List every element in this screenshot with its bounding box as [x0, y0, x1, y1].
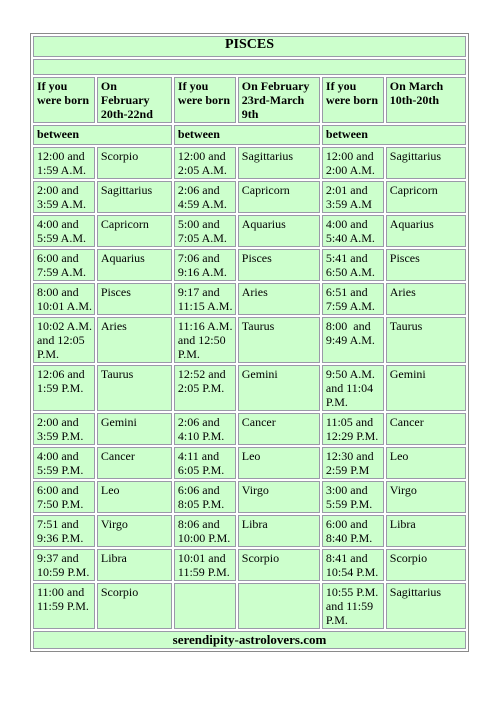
cell-line: Aries [100, 319, 127, 333]
cell-line: 10:01 A.M. [37, 299, 93, 313]
time-range-cell [174, 317, 236, 363]
table-row [33, 481, 466, 513]
cell-line: 12:29 P.M. [325, 429, 379, 443]
time-range-cell [33, 549, 95, 581]
cell-line: 7:50 P.M. [37, 497, 84, 511]
cell-line: 10:02 A.M. [37, 319, 93, 333]
time-range-cell [33, 583, 95, 629]
cell-line: Sagittarius [389, 585, 442, 599]
table-row [33, 215, 466, 247]
time-range-cell [174, 215, 236, 247]
rising-sign-cell [238, 447, 320, 479]
rising-sign-cell [97, 181, 172, 213]
cell-line: 9:36 P.M. [37, 531, 84, 545]
cell-line: 7:51 and [37, 517, 79, 531]
cell-line: Capricorn [100, 217, 149, 231]
header-born-1: If you were born [33, 77, 95, 123]
time-range-cell [322, 215, 384, 247]
cell-line: Aquarius [389, 217, 434, 231]
cell-line: Taurus [389, 319, 423, 333]
time-range-cell [33, 481, 95, 513]
cell-line: 11:59 P.M. [177, 565, 230, 579]
cell-line: 6:00 and [37, 251, 79, 265]
cell-line: 2:00 and [37, 183, 79, 197]
cell-line: 6:00 and [37, 483, 79, 497]
rising-sign-cell [97, 515, 172, 547]
time-range-cell [174, 413, 236, 445]
rising-sign-cell [386, 249, 466, 281]
rising-sign-cell [97, 365, 172, 411]
time-range-cell [322, 249, 384, 281]
cell-line: 2:06 and [177, 415, 220, 429]
pisces-rising-table [31, 34, 468, 651]
cell-line: 7:59 A.M. [37, 265, 87, 279]
rising-sign-cell [238, 549, 320, 581]
cell-line: Libra [100, 551, 127, 565]
rising-sign-cell [386, 583, 466, 629]
rising-sign-cell [97, 147, 172, 179]
table-row [33, 515, 466, 547]
cell-line: Virgo [389, 483, 417, 497]
cell-line: 2:00 A.M. [325, 163, 375, 177]
rising-sign-cell [386, 215, 466, 247]
cell-line: Cancer [100, 449, 135, 463]
cell-line: 6:00 and [325, 517, 368, 531]
cell-line: 11:59 P.M. [37, 599, 89, 613]
table-row [33, 583, 466, 629]
cell-line: Taurus [100, 367, 134, 381]
cell-line: Pisces [241, 251, 272, 265]
rising-sign-cell [97, 447, 172, 479]
cell-line: Aquarius [241, 217, 286, 231]
cell-line: 12:00 and [325, 149, 374, 163]
rising-sign-cell [97, 413, 172, 445]
cell-line: and 12:05 [37, 333, 85, 347]
rising-sign-cell [238, 147, 320, 179]
header-date-range-3: On March 10th-20th [386, 77, 466, 123]
cell-line: Leo [241, 449, 261, 463]
cell-line: 6:51 and [325, 285, 368, 299]
cell-line: 8:00 and [37, 285, 79, 299]
cell-line: 10:00 P.M. [177, 531, 231, 545]
cell-line: 8:41 and [325, 551, 368, 565]
cell-line: Scorpio [100, 585, 139, 599]
rising-sign-cell [386, 147, 466, 179]
time-range-cell [322, 365, 384, 411]
time-range-cell [322, 549, 384, 581]
time-range-cell [174, 515, 236, 547]
cell-line: Sagittarius [389, 149, 442, 163]
rising-sign-cell [386, 515, 466, 547]
rising-sign-cell [386, 413, 466, 445]
rising-sign-cell [97, 215, 172, 247]
time-range-cell [322, 413, 384, 445]
cell-line: Leo [389, 449, 409, 463]
time-range-cell [174, 249, 236, 281]
cell-line: 12:06 and [37, 367, 85, 381]
cell-line: 10:01 and [177, 551, 226, 565]
header-date-range-2: On February 23rd-March 9th [238, 77, 320, 123]
cell-line: 11:05 and [325, 415, 374, 429]
cell-line: 5:41 and [325, 251, 368, 265]
cell-line: 5:00 and [177, 217, 220, 231]
cell-line: 12:00 and [177, 149, 226, 163]
cell-line: Pisces [389, 251, 420, 265]
header-date-range-1: On February 20th-22nd [97, 77, 172, 123]
cell-line: 12:00 and [37, 149, 85, 163]
rising-sign-cell [386, 365, 466, 411]
cell-line: Leo [100, 483, 120, 497]
cell-line: Taurus [241, 319, 275, 333]
pisces-table-frame [30, 33, 469, 652]
table-row [33, 147, 466, 179]
cell-line: 2:59 P.M [325, 463, 370, 477]
rising-sign-cell [386, 481, 466, 513]
cell-line: 1:59 A.M. [37, 163, 87, 177]
time-range-cell [322, 583, 384, 629]
cell-line: 2:05 A.M. [177, 163, 227, 177]
table-row [33, 283, 466, 315]
rising-sign-cell [238, 515, 320, 547]
cell-line: Scorpio [389, 551, 428, 565]
time-range-cell [322, 283, 384, 315]
rising-sign-cell [97, 583, 172, 629]
rising-sign-cell [238, 215, 320, 247]
time-range-cell [33, 181, 95, 213]
time-range-cell [174, 549, 236, 581]
time-range-cell [174, 283, 236, 315]
cell-line: 6:05 P.M. [177, 463, 225, 477]
cell-line: 10:54 P.M. [325, 565, 379, 579]
time-range-cell [322, 481, 384, 513]
rising-sign-cell [97, 283, 172, 315]
cell-line: 2:01 and [325, 183, 368, 197]
cell-line: 8:00 and [325, 319, 371, 333]
cell-line: 9:17 and [177, 285, 220, 299]
cell-line: P.M. [37, 347, 60, 361]
rising-sign-cell [238, 583, 320, 629]
time-range-cell [33, 249, 95, 281]
cell-line: 5:59 P.M. [37, 463, 84, 477]
time-range-cell [322, 447, 384, 479]
cell-line: 2:05 P.M. [177, 381, 225, 395]
table-row [33, 413, 466, 445]
table-body-rows [33, 147, 466, 629]
cell-line: 2:06 and [177, 183, 220, 197]
time-range-cell [174, 447, 236, 479]
table-row [33, 365, 466, 411]
time-range-cell [174, 181, 236, 213]
cell-line: 12:52 and [177, 367, 226, 381]
cell-line: 5:59 P.M. [325, 497, 373, 511]
time-range-cell [174, 583, 236, 629]
cell-line: P.M. [177, 347, 200, 361]
site-footer: serendipity-astrolovers.com [33, 631, 466, 649]
between-label-3: between [322, 125, 466, 145]
cell-line: Cancer [389, 415, 424, 429]
cell-line: 4:11 and [177, 449, 220, 463]
rising-sign-cell [386, 549, 466, 581]
cell-line: Capricorn [241, 183, 290, 197]
header-born-3: If you were born [322, 77, 384, 123]
cell-line: Capricorn [389, 183, 438, 197]
cell-line: 9:50 A.M. [325, 367, 375, 381]
cell-line: Virgo [100, 517, 128, 531]
cell-line: 5:59 A.M. [37, 231, 87, 245]
cell-line: 8:40 P.M. [325, 531, 373, 545]
cell-line: 5:40 A.M. [325, 231, 375, 245]
between-label-2: between [174, 125, 320, 145]
cell-line: 11:00 and [37, 585, 85, 599]
cell-line: Sagittarius [100, 183, 153, 197]
time-range-cell [322, 181, 384, 213]
cell-line: 10:59 P.M. [37, 565, 90, 579]
cell-line: Cancer [241, 415, 276, 429]
cell-line: Virgo [241, 483, 269, 497]
cell-line: 12:30 and [325, 449, 374, 463]
cell-line: Libra [389, 517, 416, 531]
rising-sign-cell [238, 481, 320, 513]
cell-line: and 12:50 [177, 333, 226, 347]
table-row [33, 249, 466, 281]
cell-line: and 11:04 [325, 381, 374, 395]
cell-line: Pisces [100, 285, 131, 299]
time-range-cell [33, 365, 95, 411]
rising-sign-cell [238, 181, 320, 213]
cell-line: 11:16 A.M. [177, 319, 233, 333]
cell-line: 11:15 A.M. [177, 299, 233, 313]
time-range-cell [174, 481, 236, 513]
cell-line: Libra [241, 517, 268, 531]
divider-band [33, 59, 466, 75]
table-row [33, 549, 466, 581]
cell-line: 3:59 A.M [325, 197, 372, 211]
rising-sign-cell [238, 283, 320, 315]
cell-line: 10:55 P.M. [325, 585, 379, 599]
cell-line: 6:06 and [177, 483, 220, 497]
cell-line: 9:37 and [37, 551, 79, 565]
cell-line: 9:49 A.M. [325, 333, 375, 347]
table-row [33, 181, 466, 213]
cell-line: Gemini [100, 415, 137, 429]
cell-line: 9:16 A.M. [177, 265, 227, 279]
time-range-cell [33, 317, 95, 363]
table-title: PISCES [33, 36, 466, 57]
cell-line: Scorpio [100, 149, 139, 163]
cell-line: Scorpio [241, 551, 280, 565]
cell-line: 8:05 P.M. [177, 497, 225, 511]
time-range-cell [322, 147, 384, 179]
rising-sign-cell [238, 317, 320, 363]
cell-line: 7:59 A.M. [325, 299, 375, 313]
time-range-cell [322, 317, 384, 363]
time-range-cell [322, 515, 384, 547]
between-label-1: between [33, 125, 172, 145]
cell-line: Gemini [241, 367, 278, 381]
rising-sign-cell [386, 317, 466, 363]
rising-sign-cell [238, 249, 320, 281]
rising-sign-cell [97, 481, 172, 513]
cell-line: 6:50 A.M. [325, 265, 375, 279]
table-row [33, 317, 466, 363]
rising-sign-cell [97, 249, 172, 281]
rising-sign-cell [238, 365, 320, 411]
cell-line: 1:59 P.M. [37, 381, 84, 395]
cell-line: 3:00 and [325, 483, 368, 497]
cell-line: P.M. [325, 613, 348, 627]
time-range-cell [174, 365, 236, 411]
cell-line: Sagittarius [241, 149, 294, 163]
time-range-cell [33, 283, 95, 315]
time-range-cell [33, 515, 95, 547]
rising-sign-cell [386, 283, 466, 315]
time-range-cell [33, 413, 95, 445]
rising-sign-cell [238, 413, 320, 445]
cell-line: P.M. [325, 395, 348, 409]
time-range-cell [174, 147, 236, 179]
rising-sign-cell [386, 181, 466, 213]
cell-line: Gemini [389, 367, 426, 381]
cell-line: 4:00 and [37, 217, 79, 231]
cell-line: 3:59 P.M. [37, 429, 84, 443]
cell-line: 4:00 and [325, 217, 368, 231]
cell-line: 3:59 A.M. [37, 197, 87, 211]
time-range-cell [33, 215, 95, 247]
cell-line: 8:06 and [177, 517, 220, 531]
cell-line: 2:00 and [37, 415, 79, 429]
time-range-cell [33, 147, 95, 179]
rising-sign-cell [386, 447, 466, 479]
cell-line: 4:59 A.M. [177, 197, 227, 211]
cell-line: 4:10 P.M. [177, 429, 225, 443]
cell-line: 7:06 and [177, 251, 220, 265]
cell-line: Aries [241, 285, 268, 299]
time-range-cell [33, 447, 95, 479]
cell-line: 4:00 and [37, 449, 79, 463]
header-born-2: If you were born [174, 77, 236, 123]
rising-sign-cell [97, 317, 172, 363]
table-row [33, 447, 466, 479]
rising-sign-cell [97, 549, 172, 581]
cell-line: Aries [389, 285, 416, 299]
cell-line: 7:05 A.M. [177, 231, 227, 245]
cell-line: and 11:59 [325, 599, 374, 613]
cell-line: Aquarius [100, 251, 145, 265]
